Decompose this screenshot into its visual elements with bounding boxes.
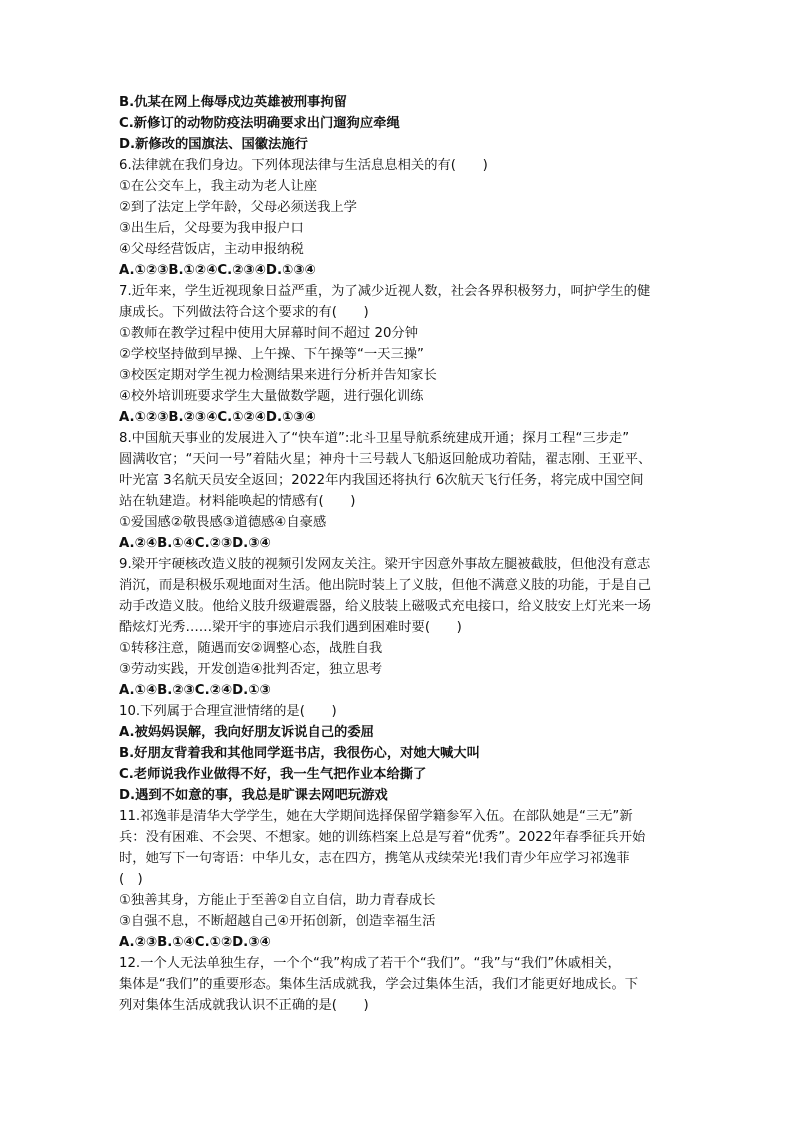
q6-item-1: ①在公交车上，我主动为老人让座 — [119, 179, 318, 194]
q8-stem-line-4: 站在轨建造。材料能唤起的情感有( ) — [119, 494, 356, 509]
q11-stem-line-1: 11.祁逸菲是清华大学学生，她在大学期间选择保留学籍参军入伍。在部队她是“三无”新 — [119, 809, 633, 824]
q10-option-a: A.被妈妈误解，我向好朋友诉说自己的委屈 — [119, 725, 374, 740]
q9-stem-line-2: 消沉，而是积极乐观地面对生活。他出院时装上了义肢，但他不满意义肢的功能，于是自己 — [119, 578, 651, 593]
q7-stem-line-1: 7.近年来，学生近视现象日益严重，为了减少近视人数，社会各界积极努力，呵护学生的健 — [119, 284, 651, 299]
q10-option-c: C.老师说我作业做得不好，我一生气把作业本给撕了 — [119, 767, 427, 782]
q11-item-2: ③自强不息，不断超越自己④开拓创新，创造幸福生活 — [119, 914, 436, 929]
q11-stem-line-2: 兵：没有困难、不会哭、不想家。她的训练档案上总是写着“优秀”。2022年春季征兵开始 — [119, 830, 646, 845]
q9-stem-line-1: 9.梁开宇硬核改造义肢的视频引发网友关注。梁开宇因意外事故左腿被截肢，但他没有意志 — [119, 557, 651, 572]
q9-stem-line-4: 酷炫灯光秀……梁开宇的事迹启示我们遇到困难时要( ) — [119, 620, 462, 635]
document-body — [119, 92, 679, 1016]
q8-stem-line-2: 圆满收官；“天问一号”着陆火星；神舟十三号载人飞船返回舱成功着陆，翟志刚、王亚平、 — [119, 452, 652, 467]
q10-option-b: B.好朋友背着我和其他同学逛书店，我很伤心，对她大喊大叫 — [119, 746, 480, 761]
q6-stem: 6.法律就在我们身边。下列体现法律与生活息息相关的有( ) — [119, 158, 488, 173]
q6-item-2: ②到了法定上学年龄，父母必须送我上学 — [119, 200, 357, 215]
q9-options: A.①④B.②③C.②④D.①③ — [119, 683, 271, 698]
q7-options: A.①②③B.②③④C.①②④D.①③④ — [119, 410, 316, 425]
q12-stem-line-1: 12.一个人无法单独生存，一个个“我”构成了若干个“我们”。“我”与“我们”休戚相关， — [119, 956, 621, 971]
q10-option-d: D.遇到不如意的事，我总是旷课去网吧玩游戏 — [119, 788, 388, 803]
q12-stem-line-2: 集体是“我们”的重要形态。集体生活成就我，学会过集体生活，我们才能更好地成长。下 — [119, 977, 639, 992]
q11-item-1: ①独善其身，方能止于至善②自立自信，助力青春成长 — [119, 893, 436, 908]
q8-stem-line-1: 8.中国航天事业的发展进入了“快车道”:北斗卫星导航系统建成开通；探月工程“三步走” — [119, 431, 630, 446]
q7-item-4: ④校外培训班要求学生大量做数学题，进行强化训练 — [119, 389, 424, 404]
q6-options: A.①②③B.①②④C.②③④D.①③④ — [119, 263, 316, 278]
q9-item-2: ③劳动实践，开发创造④批判否定，独立思考 — [119, 662, 383, 677]
q8-item-1: ①爱国感②敬畏感③道德感④自豪感 — [119, 515, 327, 530]
q7-item-3: ③校医定期对学生视力检测结果来进行分析并告知家长 — [119, 368, 437, 383]
q8-options: A.②④B.①④C.②③D.③④ — [119, 536, 271, 551]
q11-options: A.②③B.①④C.①②D.③④ — [119, 935, 271, 950]
q5-option-c: C.新修订的动物防疫法明确要求出门遛狗应牵绳 — [119, 116, 400, 131]
q8-stem-line-3: 叶光富 3名航天员安全返回；2022年内我国还将执行 6次航天飞行任务，将完成中国空间 — [119, 473, 644, 488]
q11-stem-line-4: ( ) — [119, 872, 143, 887]
q9-item-1: ①转移注意，随遇而安②调整心态，战胜自我 — [119, 641, 383, 656]
q10-stem: 10.下列属于合理宣泄情绪的是( ) — [119, 704, 337, 719]
q7-item-1: ①教师在教学过程中使用大屏幕时间不超过 20分钟 — [119, 326, 419, 341]
q6-item-3: ③出生后，父母要为我申报户口 — [119, 221, 304, 236]
q5-option-b: B.仇某在网上侮辱戍边英雄被刑事拘留 — [119, 95, 347, 110]
q5-option-d: D.新修改的国旗法、国徽法施行 — [119, 137, 308, 152]
q12-stem-line-3: 列对集体生活成就我认识不正确的是( ) — [119, 998, 369, 1013]
q11-stem-line-3: 时，她写下一句寄语：中华儿女，志在四方，携笔从戎续荣光!我们青少年应学习祁逸菲 — [119, 851, 630, 866]
q7-stem-line-2: 康成长。下列做法符合这个要求的有( ) — [119, 305, 369, 320]
q7-item-2: ②学校坚持做到早操、上午操、下午操等“一天三操” — [119, 347, 424, 362]
q9-stem-line-3: 动手改造义肢。他给义肢升级避震器，给义肢装上磁吸式充电接口，给义肢安上灯光来一场 — [119, 599, 651, 614]
q6-item-4: ④父母经营饭店，主动申报纳税 — [119, 242, 304, 257]
